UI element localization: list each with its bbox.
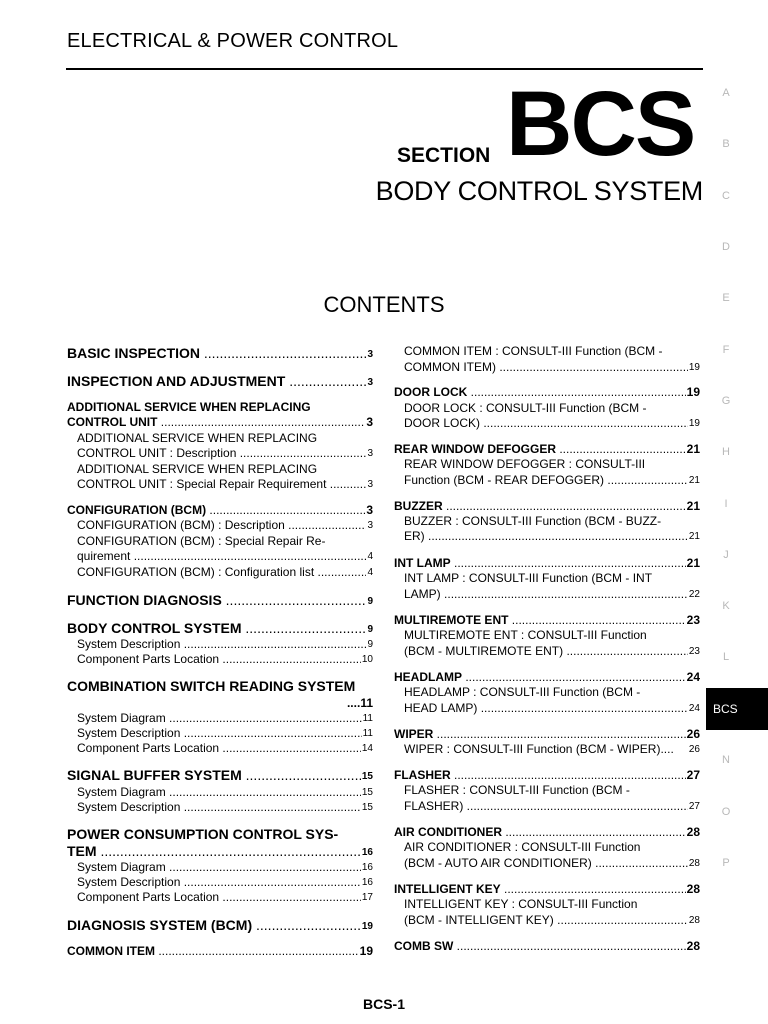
- toc-entry[interactable]: POWER CONSUMPTION CONTROL SYS-: [67, 826, 339, 842]
- toc-entry[interactable]: INSPECTION AND ADJUSTMENT ..... 3: [67, 372, 373, 390]
- toc-entry[interactable]: Function (BCM - REAR DEFOGGER) ..... 21: [404, 473, 700, 488]
- toc-entry[interactable]: COMB SW ..... 28: [394, 939, 700, 954]
- toc-entry[interactable]: FLASHER) ..... 27: [404, 799, 700, 814]
- toc-entry[interactable]: COMMON ITEM ..... 19: [67, 944, 373, 959]
- toc-entry[interactable]: ADDITIONAL SERVICE WHEN REPLACING: [77, 462, 318, 476]
- toc-entry[interactable]: System Description ..... 15: [77, 800, 373, 815]
- contents-title: CONTENTS: [323, 292, 445, 317]
- section-code: BCS: [506, 73, 695, 175]
- side-index-p[interactable]: P: [722, 857, 730, 869]
- toc-entry[interactable]: HEADLAMP ..... 24: [394, 670, 700, 685]
- toc-entry[interactable]: HEAD LAMP) ..... 24: [404, 701, 700, 716]
- toc-entry[interactable]: BUZZER ..... 21: [394, 499, 700, 514]
- side-index-k[interactable]: K: [722, 600, 730, 612]
- toc-entry[interactable]: AIR CONDITIONER ..... 28: [394, 825, 700, 840]
- toc-entry[interactable]: System Description ..... 16: [77, 875, 373, 890]
- section-title: BODY CONTROL SYSTEM: [375, 176, 703, 206]
- side-index-h[interactable]: H: [722, 446, 730, 458]
- toc-entry[interactable]: CONTROL UNIT : Special Repair Requirement ..... 3: [77, 477, 373, 492]
- side-index-f[interactable]: F: [722, 344, 730, 356]
- toc-entry[interactable]: BODY CONTROL SYSTEM ..... 9: [67, 619, 373, 637]
- toc-entry[interactable]: System Diagram ..... 15: [77, 785, 373, 800]
- side-index-l[interactable]: L: [722, 651, 730, 663]
- toc-entry[interactable]: INTELLIGENT KEY : CONSULT-III Function: [404, 897, 638, 911]
- side-index-bcs-active[interactable]: BCS: [706, 688, 768, 730]
- side-index-n[interactable]: N: [722, 754, 730, 766]
- toc-entry[interactable]: COMMON ITEM) ..... 19: [404, 360, 700, 375]
- toc-entry[interactable]: WIPER : CONSULT-III Function (BCM - WIPER).... 26: [404, 742, 700, 756]
- toc-entry[interactable]: CONTROL UNIT : Description ..... 3: [77, 446, 373, 461]
- toc-entry[interactable]: SIGNAL BUFFER SYSTEM ..... 15: [67, 766, 373, 784]
- toc-entry[interactable]: FLASHER : CONSULT-III Function (BCM -: [404, 783, 630, 797]
- toc-entry[interactable]: FLASHER ..... 27: [394, 768, 700, 783]
- toc-entry[interactable]: INTELLIGENT KEY ..... 28: [394, 882, 700, 897]
- toc-entry[interactable]: COMBINATION SWITCH READING SYSTEM: [67, 678, 356, 694]
- toc-entry[interactable]: COMMON ITEM : CONSULT-III Function (BCM -: [404, 344, 663, 358]
- side-index-i[interactable]: I: [724, 498, 728, 510]
- toc-entry[interactable]: CONFIGURATION (BCM) : Configuration list ..... 4: [77, 565, 373, 580]
- side-index-b[interactable]: B: [722, 138, 730, 150]
- toc-entry[interactable]: System Diagram ..... 16: [77, 860, 373, 875]
- toc-entry[interactable]: quirement ..... 4: [77, 549, 373, 564]
- toc-entry[interactable]: AIR CONDITIONER : CONSULT-III Function: [404, 840, 641, 854]
- side-index-a[interactable]: A: [722, 87, 730, 99]
- page-number: BCS-1: [362, 996, 405, 1012]
- section-label: SECTION: [397, 144, 491, 167]
- toc-entry[interactable]: System Diagram ..... 11: [77, 711, 373, 726]
- toc-entry[interactable]: (BCM - AUTO AIR CONDITIONER) ..... 28: [404, 856, 700, 871]
- toc-entry[interactable]: ....11: [346, 696, 373, 710]
- toc-entry[interactable]: ADDITIONAL SERVICE WHEN REPLACING: [67, 400, 311, 414]
- toc-entry[interactable]: System Description ..... 9: [77, 637, 373, 652]
- toc-entry[interactable]: CONFIGURATION (BCM) ..... 3: [67, 503, 373, 518]
- toc-entry[interactable]: (BCM - INTELLIGENT KEY) ..... 28: [404, 913, 700, 928]
- toc-entry[interactable]: FUNCTION DIAGNOSIS ..... 9: [67, 591, 373, 609]
- side-index-e[interactable]: E: [722, 292, 730, 304]
- toc-entry[interactable]: LAMP) ..... 22: [404, 587, 700, 602]
- toc-entry[interactable]: System Description ..... 11: [77, 726, 373, 741]
- toc-entry[interactable]: DOOR LOCK ..... 19: [394, 385, 700, 400]
- side-index-d[interactable]: D: [722, 241, 730, 253]
- toc-entry[interactable]: DOOR LOCK) ..... 19: [404, 416, 700, 431]
- header-rule: [66, 68, 703, 70]
- side-index-c[interactable]: C: [722, 190, 730, 202]
- toc-entry[interactable]: BUZZER : CONSULT-III Function (BCM - BUZZ-: [404, 514, 662, 528]
- toc-entry[interactable]: CONTROL UNIT ..... 3: [67, 415, 373, 430]
- toc-entry[interactable]: ER) ..... 21: [404, 529, 700, 544]
- toc-entry[interactable]: REAR WINDOW DEFOGGER : CONSULT-III: [404, 457, 646, 471]
- document-header: ELECTRICAL & POWER CONTROL: [67, 30, 399, 52]
- toc-entry[interactable]: REAR WINDOW DEFOGGER ..... 21: [394, 442, 700, 457]
- toc-entry[interactable]: Component Parts Location ..... 14: [77, 741, 373, 756]
- toc-entry[interactable]: MULTIREMOTE ENT : CONSULT-III Function: [404, 628, 647, 642]
- toc-entry[interactable]: Component Parts Location ..... 10: [77, 652, 373, 667]
- toc-entry[interactable]: Component Parts Location ..... 17: [77, 890, 373, 905]
- side-index-o[interactable]: O: [721, 806, 731, 818]
- toc-entry[interactable]: HEADLAMP : CONSULT-III Function (BCM -: [404, 685, 641, 699]
- toc-entry[interactable]: TEM ..... 16: [67, 842, 373, 860]
- toc-entry[interactable]: INT LAMP ..... 21: [394, 556, 700, 571]
- toc-entry[interactable]: CONFIGURATION (BCM) : Description ..... 3: [77, 518, 373, 533]
- toc-entry[interactable]: DIAGNOSIS SYSTEM (BCM) ..... 19: [67, 916, 373, 934]
- side-index-g[interactable]: G: [721, 395, 731, 407]
- toc-entry[interactable]: CONFIGURATION (BCM) : Special Repair Re-: [77, 534, 326, 548]
- toc-entry[interactable]: MULTIREMOTE ENT ..... 23: [394, 613, 700, 628]
- toc-entry[interactable]: (BCM - MULTIREMOTE ENT) ..... 23: [404, 644, 700, 659]
- toc-entry[interactable]: DOOR LOCK : CONSULT-III Function (BCM -: [404, 401, 647, 415]
- toc-entry[interactable]: WIPER ..... 26: [394, 727, 700, 742]
- toc-entry[interactable]: BASIC INSPECTION ..... 3: [67, 344, 373, 362]
- toc-entry[interactable]: INT LAMP : CONSULT-III Function (BCM - INT: [404, 571, 653, 585]
- side-index-j[interactable]: J: [723, 549, 729, 561]
- toc-entry[interactable]: ADDITIONAL SERVICE WHEN REPLACING: [77, 431, 318, 445]
